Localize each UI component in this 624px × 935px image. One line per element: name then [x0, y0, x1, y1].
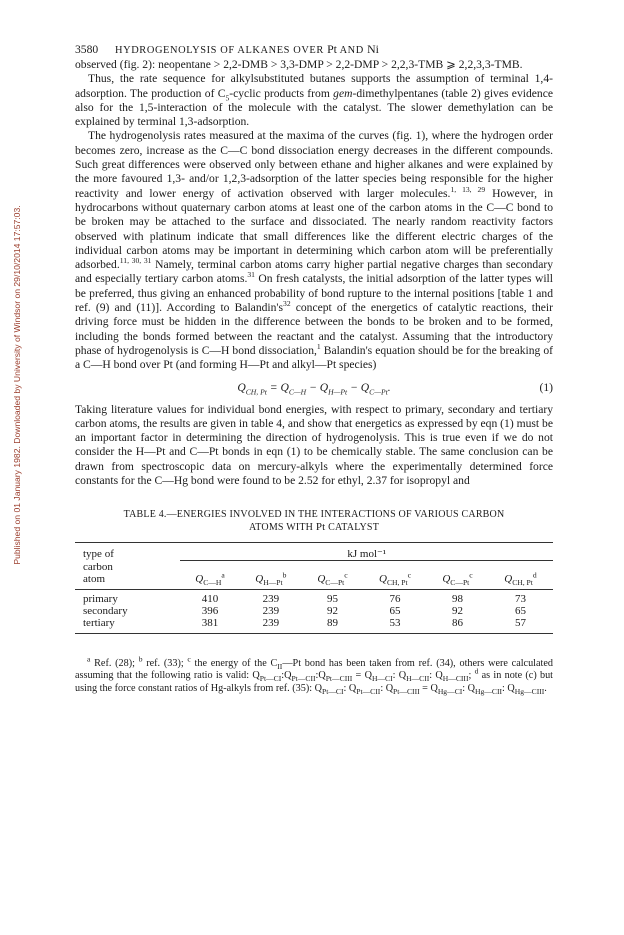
page-number: 3580: [75, 43, 99, 56]
col-header: $Q_{CH, Pt}^d$: [488, 573, 553, 590]
eq-equals: =: [266, 380, 281, 394]
paragraph-1: observed (fig. 2): neopentane > 2,2-DMB > 3,3-DMP > 2,2-DMP > 2,2,3-TMB ⩾ 2,2,3,3-TMB.: [75, 58, 523, 71]
ratio-sep: : Q: [392, 670, 407, 682]
p3-text-b: However, in hydrocarbons without quaternary carbon atoms at least one of the carbon atoms in the C—C bond to be broken may be attached to the surface and dissociated. The nearly random reactivity factors observed with platinum indicate that small differences like the different electric charges of the individual carbon atoms may be important in determining which carbon atom will be preferentially adsorbed.: [75, 186, 554, 272]
paragraph-3: [75, 129, 553, 372]
table-cell: 239: [240, 617, 303, 634]
table-cell: 95: [327, 592, 338, 605]
note-c-mark: c: [187, 654, 191, 664]
paragraph-4: Taking literature values for individual bond energies, with respect to primary, secondary and tertiary carbon atoms, the results are given in table 4, and show that energetics as expressed by eqn (1) must be an important factor in determining the direction of hydrogenolysis. This is true even if we do not consider the H—Pt and C—Pt bonds in eqn (1) to be chemically stable. The same conclusion can be drawn from spectroscopic data on mercury-alkyls where the experimentally determined force constants for the C—Hg bond were found to be 2.52 for ethyl, 2.37 for isopropyl and: [75, 402, 553, 488]
col-header: $Q_{H—Pt}^b$: [240, 573, 303, 590]
eq-q3-sub: H—Pt: [328, 386, 348, 396]
eq-q3: Q: [319, 380, 329, 394]
footnote-text: [75, 654, 554, 697]
ratio-sub: Hg—CII: [475, 687, 503, 697]
ratio-sep: :Q: [315, 670, 326, 682]
eq-q2-sub: C—H: [288, 386, 307, 396]
table-cell: 65: [514, 604, 526, 617]
running-title-lead: HYDROGENOLYSIS OF ALKANES OVER: [115, 45, 324, 56]
ratio-sub: Pt—CIII: [325, 674, 353, 684]
running-title: [115, 42, 379, 57]
col-header: $Q_{CH, Pt}^c$: [363, 573, 427, 590]
unit-header: kJ mol⁻¹: [180, 543, 553, 561]
table-header-row-2: [75, 561, 553, 573]
table-cell: 239: [262, 604, 280, 617]
row-label: secondary: [83, 604, 128, 617]
running-title-ni: Ni: [367, 42, 379, 56]
ratio-sep: ;: [468, 670, 475, 682]
publication-sidebar-note: [10, 90, 24, 680]
caption-line-1: TABLE 4.—ENERGIES INVOLVED IN THE INTERACTIONS OF VARIOUS CARBON: [123, 509, 505, 521]
p3-text-a: The hydrogenolysis rates measured at the maxima of the curves (fig. 1), where the hydrogen order becomes zero, increase as the C—C bond dissociation energy decreases in the different compounds. Such great differences were observed only between ethane and higher alkanes and were explained by the more favoured 1,3- and/or 1,2,3-adsorption of the latter species being responsible for the higher reactivity and lower energy of activation observed with larger molecules.: [75, 129, 553, 200]
table-cell: 92: [327, 604, 338, 617]
eq-q1: Q: [237, 380, 246, 394]
running-title-and: AND: [339, 45, 364, 56]
note-a-mark: a: [87, 654, 91, 664]
col-header: $Q_{C—Pt}^c$: [302, 573, 363, 590]
equation-1: [75, 381, 553, 395]
p3-ref-4: 32: [283, 299, 291, 309]
equation-number: (1): [539, 380, 553, 394]
running-title-pt: Pt: [327, 42, 337, 56]
eq-q4: Q: [360, 380, 370, 394]
table-row: [75, 605, 553, 617]
ratio-sep: : Q: [343, 683, 357, 694]
note-b-text: ref. (33);: [142, 657, 188, 669]
eq-minus-2: −: [347, 380, 361, 394]
p3-ref-5: 1: [316, 342, 321, 352]
ratio-sep: = Q: [419, 683, 438, 694]
running-header: [75, 42, 553, 58]
ratio-sub: Pt—CII: [291, 674, 316, 684]
ratio-sub: Pt—CI: [321, 687, 344, 697]
ratio-sep: : Q: [462, 683, 476, 694]
ratio-sub: H—CIII: [442, 674, 469, 684]
table-header-row-3: [75, 573, 553, 590]
sidebar-note-text: Published on 01 January 1982. Downloaded by University of Windsor on 29/10/2014 17:57:03.: [12, 205, 22, 565]
table-cell: 381: [180, 617, 239, 634]
note-c-text: the energy of the C: [190, 657, 278, 669]
row-header-line-1: type of: [83, 548, 114, 561]
ratio-sep: = Q: [352, 670, 372, 682]
col-header: $Q_{C—H}^a$: [180, 573, 239, 590]
p3-text-e: concept of the energetics of catalytic reactions, their driving force must be hidden in the difference between the bonds to be broken and to be formed, including the bonds formed between the reactant and the catalyst. Assuming that the introductory phase of hydrogenolysis is C—H bond dissociation,: [75, 301, 553, 357]
ratio-sep: : Q: [380, 683, 394, 694]
table-cell: 396: [201, 604, 219, 617]
eq-q1-sub: CH, Pt: [245, 386, 267, 396]
paragraph-2: [75, 72, 553, 129]
p2-subscript: 5: [225, 92, 230, 102]
col-header: $Q_{C—Pt}^c$: [427, 573, 488, 590]
ratio-sub: Pt—CII: [356, 687, 381, 697]
eq-q4-sub: C—Pt: [369, 386, 388, 396]
table-row: [75, 589, 553, 605]
ratio-sep: .: [544, 683, 547, 694]
table-cell: 98: [452, 592, 464, 605]
note-d-mark: d: [474, 667, 479, 677]
ratio-sub: Hg—CIII: [514, 687, 545, 697]
ratio-sub: Pt—CIII: [393, 687, 420, 697]
ratio-sep: : Q: [502, 683, 515, 694]
table-cell: 65: [389, 604, 401, 617]
table-cell: 239: [262, 592, 280, 605]
body-text: [75, 58, 553, 488]
p2-italic: gem: [333, 86, 353, 100]
table-cell: 76: [389, 592, 401, 605]
energies-table: [75, 542, 553, 634]
page-content: [75, 42, 553, 696]
table-cell: 53: [363, 617, 427, 634]
note-d-text: as in note (c) but using the force constant ratios of Hg-alkyls from ref. (35): Q: [75, 670, 554, 694]
p3-ref-1: 1, 13, 29: [450, 184, 486, 194]
ratio-sub: Hg—CI: [437, 687, 463, 697]
note-b-mark: b: [138, 654, 143, 664]
table-cell: 410: [201, 592, 219, 605]
note-a-text: Ref. (28);: [90, 657, 139, 669]
eq-q2: Q: [280, 380, 289, 394]
equation-body: [237, 381, 390, 395]
table-cell: 57: [488, 617, 553, 634]
ratio-sub: H—CII: [406, 674, 430, 684]
ratio-sub: H—CI: [371, 674, 393, 684]
table-caption: [75, 508, 553, 534]
p3-text-d: On fresh catalysts, the initial adsorption of the latter types will be preferred, thus giving an enhanced probability of bond rupture to the internal positions [table 1 and ref. (9) and (11)]. According to Balandin's: [75, 272, 554, 315]
ratio-sep: : Q: [429, 670, 443, 682]
p2-text-c: -dimethylpentanes (table 2) gives evidence also for the 1,5-interaction of the molecule with the catalyst. The slower demethylation can be explained by terminal 1,3-adsorption.: [75, 86, 553, 129]
ratio-sep: :Q: [281, 670, 292, 682]
p2-text-a: Thus, the rate sequence for alkylsubstituted butanes supports the assumption of terminal 1,4-adsorption. The production of C: [75, 72, 553, 100]
row-label: primary: [83, 592, 118, 605]
p3-text-f: Balandin's equation should be for the breaking of a C—H bond over Pt (and forming H—Pt and alkyl—Pt species): [75, 343, 553, 372]
row-header-line-3: atom: [75, 573, 180, 590]
row-label: tertiary: [75, 617, 180, 634]
table-footnotes: [75, 654, 554, 697]
row-header-line-2: carbon: [83, 560, 113, 573]
table-cell: 86: [427, 617, 488, 634]
caption-pt: Pt: [315, 521, 326, 534]
note-c-text-2: —Pt bond has been taken from ref. (34), others were calculated assuming that the following ratio is valid: Q: [75, 657, 553, 682]
ratio-sub: Pt—CI: [259, 674, 282, 684]
caption-line-2: [75, 521, 553, 534]
eq-minus-1: −: [306, 380, 320, 394]
table-cell: 73: [514, 592, 526, 605]
p3-ref-2: 11, 30, 31: [119, 256, 152, 266]
note-c-sub: II: [277, 661, 283, 671]
table-cell: 92: [452, 604, 464, 617]
table-cell: 89: [302, 617, 363, 634]
table-row: [75, 617, 553, 634]
p3-ref-3: 31: [247, 270, 255, 280]
table-header-row-1: [75, 543, 553, 561]
caption-line-2b: CATALYST: [325, 522, 380, 534]
caption-line-2a: ATOMS WITH: [248, 522, 316, 534]
p2-text-b: -cyclic products from: [229, 86, 334, 100]
p3-text-c: Namely, terminal carbon atoms carry higher partial negative charges than secondary and especially tertiary carbon atoms.: [75, 258, 554, 286]
eq-end: .: [387, 380, 391, 394]
